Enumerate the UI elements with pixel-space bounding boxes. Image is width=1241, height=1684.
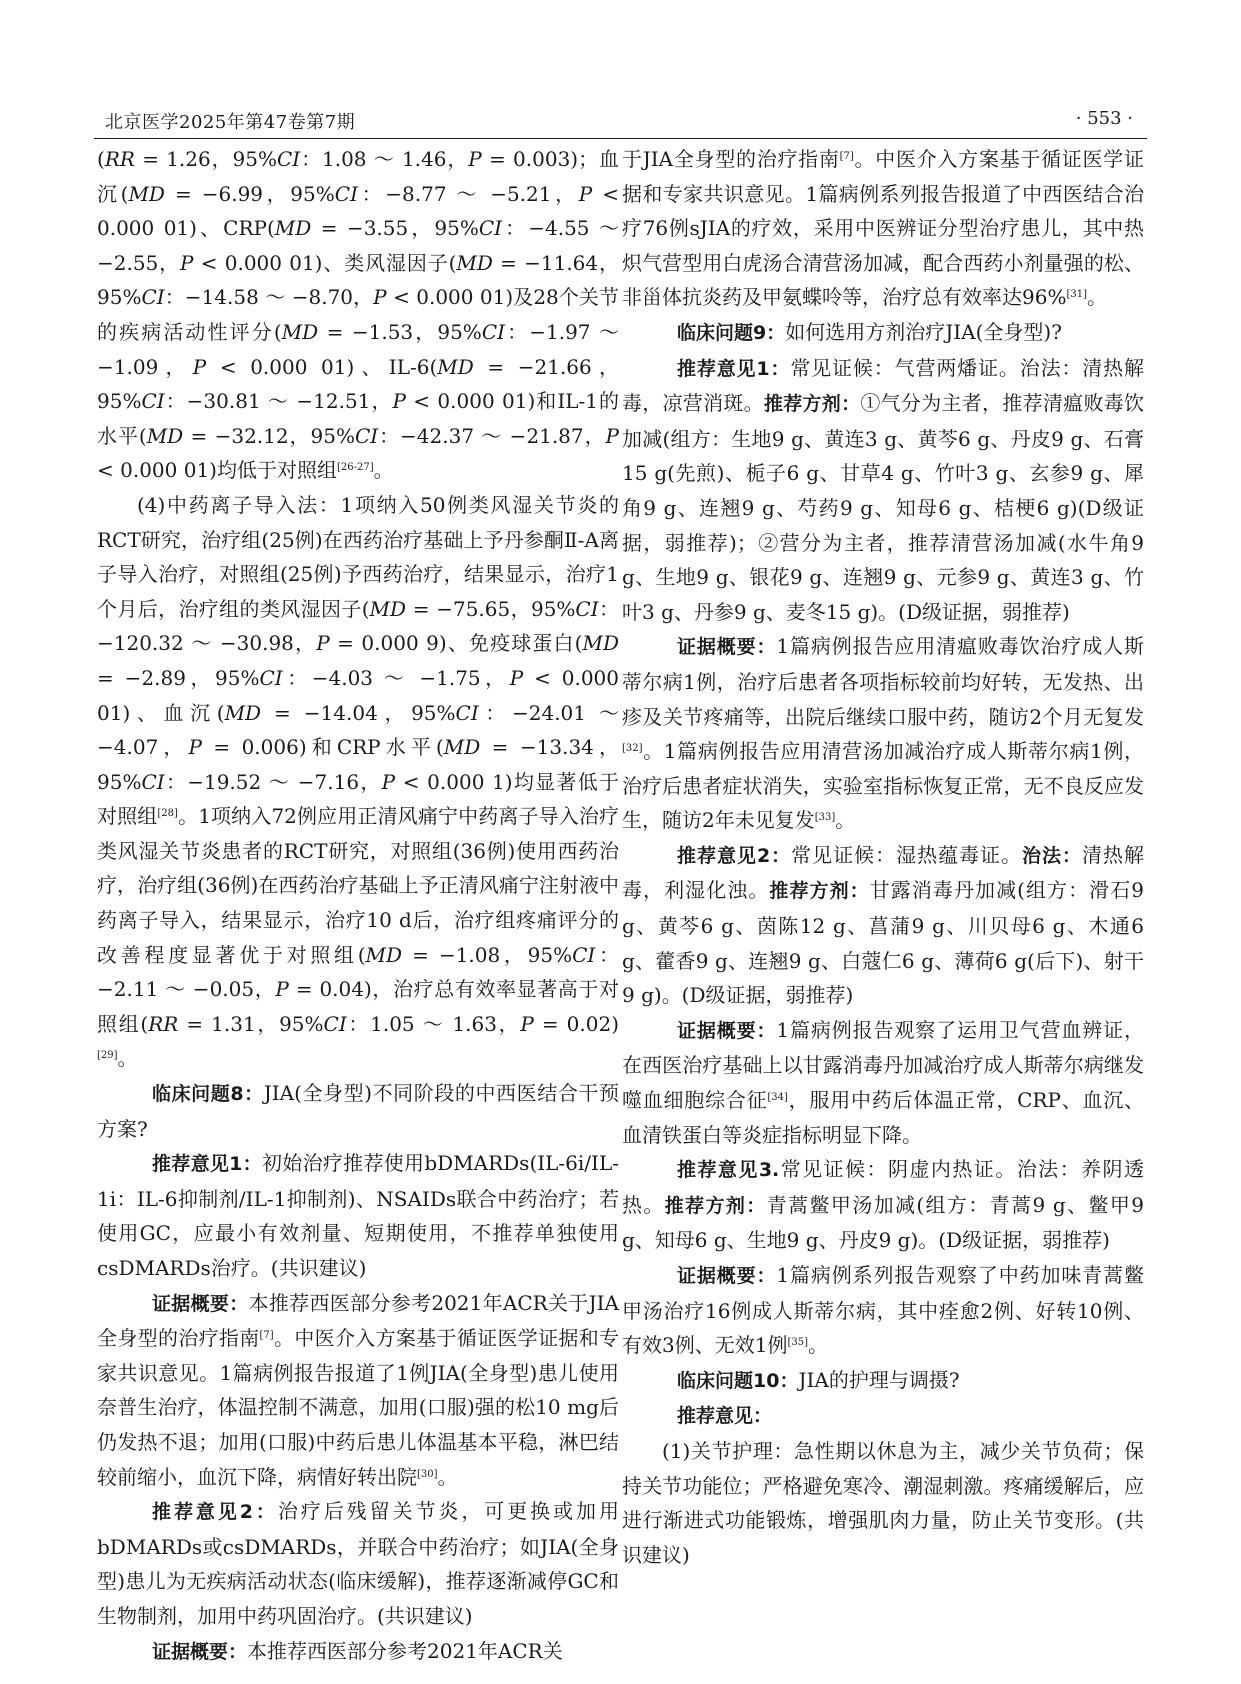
evidence-label: 证据概要： (677, 636, 777, 659)
formula-label: 推荐方剂： (769, 880, 870, 903)
recommendation-10 (622, 1398, 1144, 1434)
citation: [33] (814, 812, 836, 824)
recommendation-8-2: 推荐意见2：治疗后残留关节炎，可更换或加用bDMARDs或csDMARDs，并联合中药治疗；如JIA(全身型)患儿为无疾病活动状态(临床缓解)，推荐逐渐减停GC和生物制剂，加用中药巩固治疗。(共识建议) (97, 1499, 619, 1628)
citation: [28] (157, 808, 178, 820)
clinical-question-10: 临床问题10：JIA的护理与调摄? (677, 1367, 960, 1392)
paragraph-results-continued: (RR = 1.26，95%CI：1.08 ～ 1.46，P = 0.003)；血沉(MD = −6.99，95%CI：−8.77 ～ −5.21，P < 0.000 01)、CRP(MD = −3.55，95%CI：−4.55 ～ −2.55，P < 0.000 01)、类风湿因子(MD = −11.64，95%CI：−14.58 ～ −8.70，P < 0.000 01)及28个关节的疾病活动性评分(MD = −1.53，95%CI：−1.97 ～ −1.09，P < 0.000 01)、IL-6(MD = −21.66，95%CI：−30.81 ～ −12.51，P < 0.000 01)和IL-1的水平(MD = −32.12，95%CI：−42.37 ～ −21.87，P < 0.000 01)均低于对照组[26-27]。 (97, 147, 619, 483)
question-label: 临床问题9： (677, 321, 786, 344)
citation: [7] (259, 1330, 274, 1342)
formula-label: 推荐方剂： (763, 393, 861, 416)
header-rule (94, 138, 1147, 139)
citation: [30] (417, 1468, 438, 1480)
recommendation-label: 推荐意见1： (152, 1153, 262, 1176)
page-number: · 553 · (1075, 108, 1133, 129)
recommendation-label: 推荐意见3. (677, 1159, 780, 1182)
citation: [32] (622, 743, 643, 755)
evidence-summary-8-2-continued: 于JIA全身型的治疗指南[7]。中医介入方案基于循证医学证据和专家共识意见。1篇病例系列报告报道了中西医结合治疗76例sJIA的疗效，采用中医辨证分型治疗患儿，其中热炽气营型用白虎汤合清营汤加减，配合西药小剂量强的松、非甾体抗炎药及甲氨蝶呤等，治疗总有效率达96%[31]。 (622, 147, 1144, 310)
question-label: 临床问题8： (152, 1083, 264, 1106)
evidence-summary-9-3: 证据概要：1篇病例系列报告观察了中药加味青蒿鳖甲汤治疗16例成人斯蒂尔病，其中痊愈2例、好转10例、有效3例、无效1例[35]。 (622, 1263, 1144, 1358)
running-header-journal: 北京医学2025年第47卷第7期 (105, 112, 356, 133)
recommendation-10-joint-care: (1)关节护理：急性期以休息为主，减少关节负荷；保持关节功能位；严格避免寒冷、潮湿刺激。疼痛缓解后，应进行渐进式功能锻炼，增强肌肉力量，防止关节变形。(共识建议) (622, 1438, 1144, 1567)
evidence-label: 证据概要： (677, 1265, 777, 1287)
left-column (97, 142, 619, 1669)
recommendation-9-3: 推荐意见3.常见证候：阴虚内热证。治法：养阴透热。推荐方剂：青蒿鳖甲汤加减(组方：青蒿9 g、鳖甲9 g、知母6 g、生地9 g、丹皮9 g)。(D级证据，弱推荐) (622, 1157, 1144, 1253)
citation: [31] (1066, 289, 1087, 301)
citation: [35] (787, 1337, 808, 1349)
evidence-summary-8-2: 证据概要：本推荐西医部分参考2021年ACR关 (152, 1638, 563, 1663)
right-column (622, 142, 1144, 1572)
recommendation-label: 推荐意见1： (677, 357, 791, 380)
recommendation-label: 推荐意见2： (152, 1501, 278, 1524)
evidence-label: 证据概要： (152, 1640, 248, 1663)
evidence-summary-9-2: 证据概要：1篇病例报告观察了运用卫气营血辨证，在西医治疗基础上以甘露消毒丹加减治疗成人斯蒂尔病继发噬血细胞综合征[34]，服用中药后体温正常，CRP、血沉、血清铁蛋白等炎症指标明显下降。 (622, 1017, 1144, 1147)
evidence-summary-8-1: 证据概要：本推荐西医部分参考2021年ACR关于JIA全身型的治疗指南[7]。中医介入方案基于循证医学证据和专家共识意见。1篇病例报告报道了1例JIA(全身型)患儿使用奈普生治疗，体温控制不满意，加用(口服)强的松10 mg后仍发热不退；加用(口服)中药后患儿体温基本平稳，淋巴结较前缩小，血沉下降，病情好转出院[30]。 (97, 1290, 620, 1489)
recommendation-label: 推荐意见2： (677, 844, 792, 867)
evidence-label: 证据概要： (677, 1019, 777, 1042)
recommendation-8-1: 推荐意见1：初始治疗推荐使用bDMARDs(IL-6i/IL-1i：IL-6抑制剂/IL-1抑制剂)、NSAIDs联合中药治疗；若使用GC，应最小有效剂量、短期使用，不推荐单独使用csDMARDs治疗。(共识建议) (97, 1151, 619, 1280)
citation: [29] (97, 1050, 118, 1062)
citation: [34] (767, 1092, 788, 1104)
evidence-label: 证据概要： (152, 1292, 249, 1315)
recommendation-9-2: 推荐意见2：常见证候：湿热蕴毒证。治法：清热解毒，利湿化浊。推荐方剂：甘露消毒丹加减(组方：滑石9 g、黄芩6 g、茵陈12 g、菖蒲9 g、川贝母6 g、木通6 g、藿香9 g、连翘9 g、白蔻仁6 g、薄荷6 g(后下)、射干9 g)。(D级证据，弱推荐) (622, 842, 1145, 1008)
formula-label: 推荐方剂： (664, 1194, 767, 1217)
question-label: 临床问题10： (677, 1369, 799, 1392)
clinical-question-9: 临床问题9：如何选用方剂治疗JIA(全身型)? (677, 319, 1062, 344)
treatment-label: 治法： (1022, 844, 1082, 867)
clinical-question-8: 临床问题8：JIA(全身型)不同阶段的中西医结合干预方案? (97, 1081, 619, 1141)
citation: [7] (839, 151, 854, 162)
recommendation-label: 推荐意见： (677, 1405, 773, 1428)
citation: [26-27] (336, 462, 374, 474)
recommendation-9-1: 推荐意见1：常见证候：气营两燔证。治法：清热解毒，凉营消斑。推荐方剂：①气分为主者，推荐清瘟败毒饮加减(组方：生地9 g、黄连3 g、黄芩6 g、丹皮9 g、石膏15 g(先煎)、栀子6 g、甘草4 g、竹叶3 g、玄参9 g、犀角9 g、连翘9 g、芍药9 g、知母6 g、桔梗6 g)(D级证据，弱推荐)；②营分为主者，推荐清营汤加减(水牛角9 g、生地9 g、银花9 g、连翘9 g、元参9 g、黄连3 g、竹叶3 g、丹参9 g、麦冬15 g)。(D级证据，弱推荐) (622, 355, 1145, 624)
paragraph-iontophoresis: (4)中药离子导入法：1项纳入50例类风湿关节炎的RCT研究，治疗组(25例)在西药治疗基础上予丹参酮Ⅱ-A离子导入治疗，对照组(25例)予西药治疗，结果显示，治疗1个月后，治疗组的类风湿因子(MD = −75.65，95%CI：−120.32 ～ −30.98，P = 0.000 9)、免疫球蛋白(MD = −2.89，95%CI：−4.03 ～ −1.75，P < 0.000 01)、血沉(MD = −14.04，95%CI：−24.01 ～ −4.07，P = 0.006)和CRP水平(MD = −13.34，95%CI：−19.52 ～ −7.16，P < 0.000 1)均显著低于对照组[28]。1项纳入72例应用正清风痛宁中药离子导入治疗类风湿关节炎患者的RCT研究，对照组(36例)使用西药治疗，治疗组(36例)在西药治疗基础上予正清风痛宁注射液中药离子导入，结果显示，治疗10 d后，治疗组疼痛评分的改善程度显著优于对照组(MD = −1.08，95%CI：−2.11 ～ −0.05，P = 0.04)，治疗总有效率显著高于对照组(RR = 1.31，95%CI：1.05 ～ 1.63，P = 0.02)[29]。 (97, 492, 620, 1071)
evidence-summary-9-1: 证据概要：1篇病例报告应用清瘟败毒饮治疗成人斯蒂尔病1例，治疗后患者各项指标较前均好转，无发热、出疹及关节疼痛等，出院后继续口服中药，随访2个月无复发[32]。1篇病例报告应用清营汤加减治疗成人斯蒂尔病1例，治疗后患者症状消失，实验室指标恢复正常，无不良反应发生，随访2年未见复发[33]。 (622, 634, 1144, 833)
